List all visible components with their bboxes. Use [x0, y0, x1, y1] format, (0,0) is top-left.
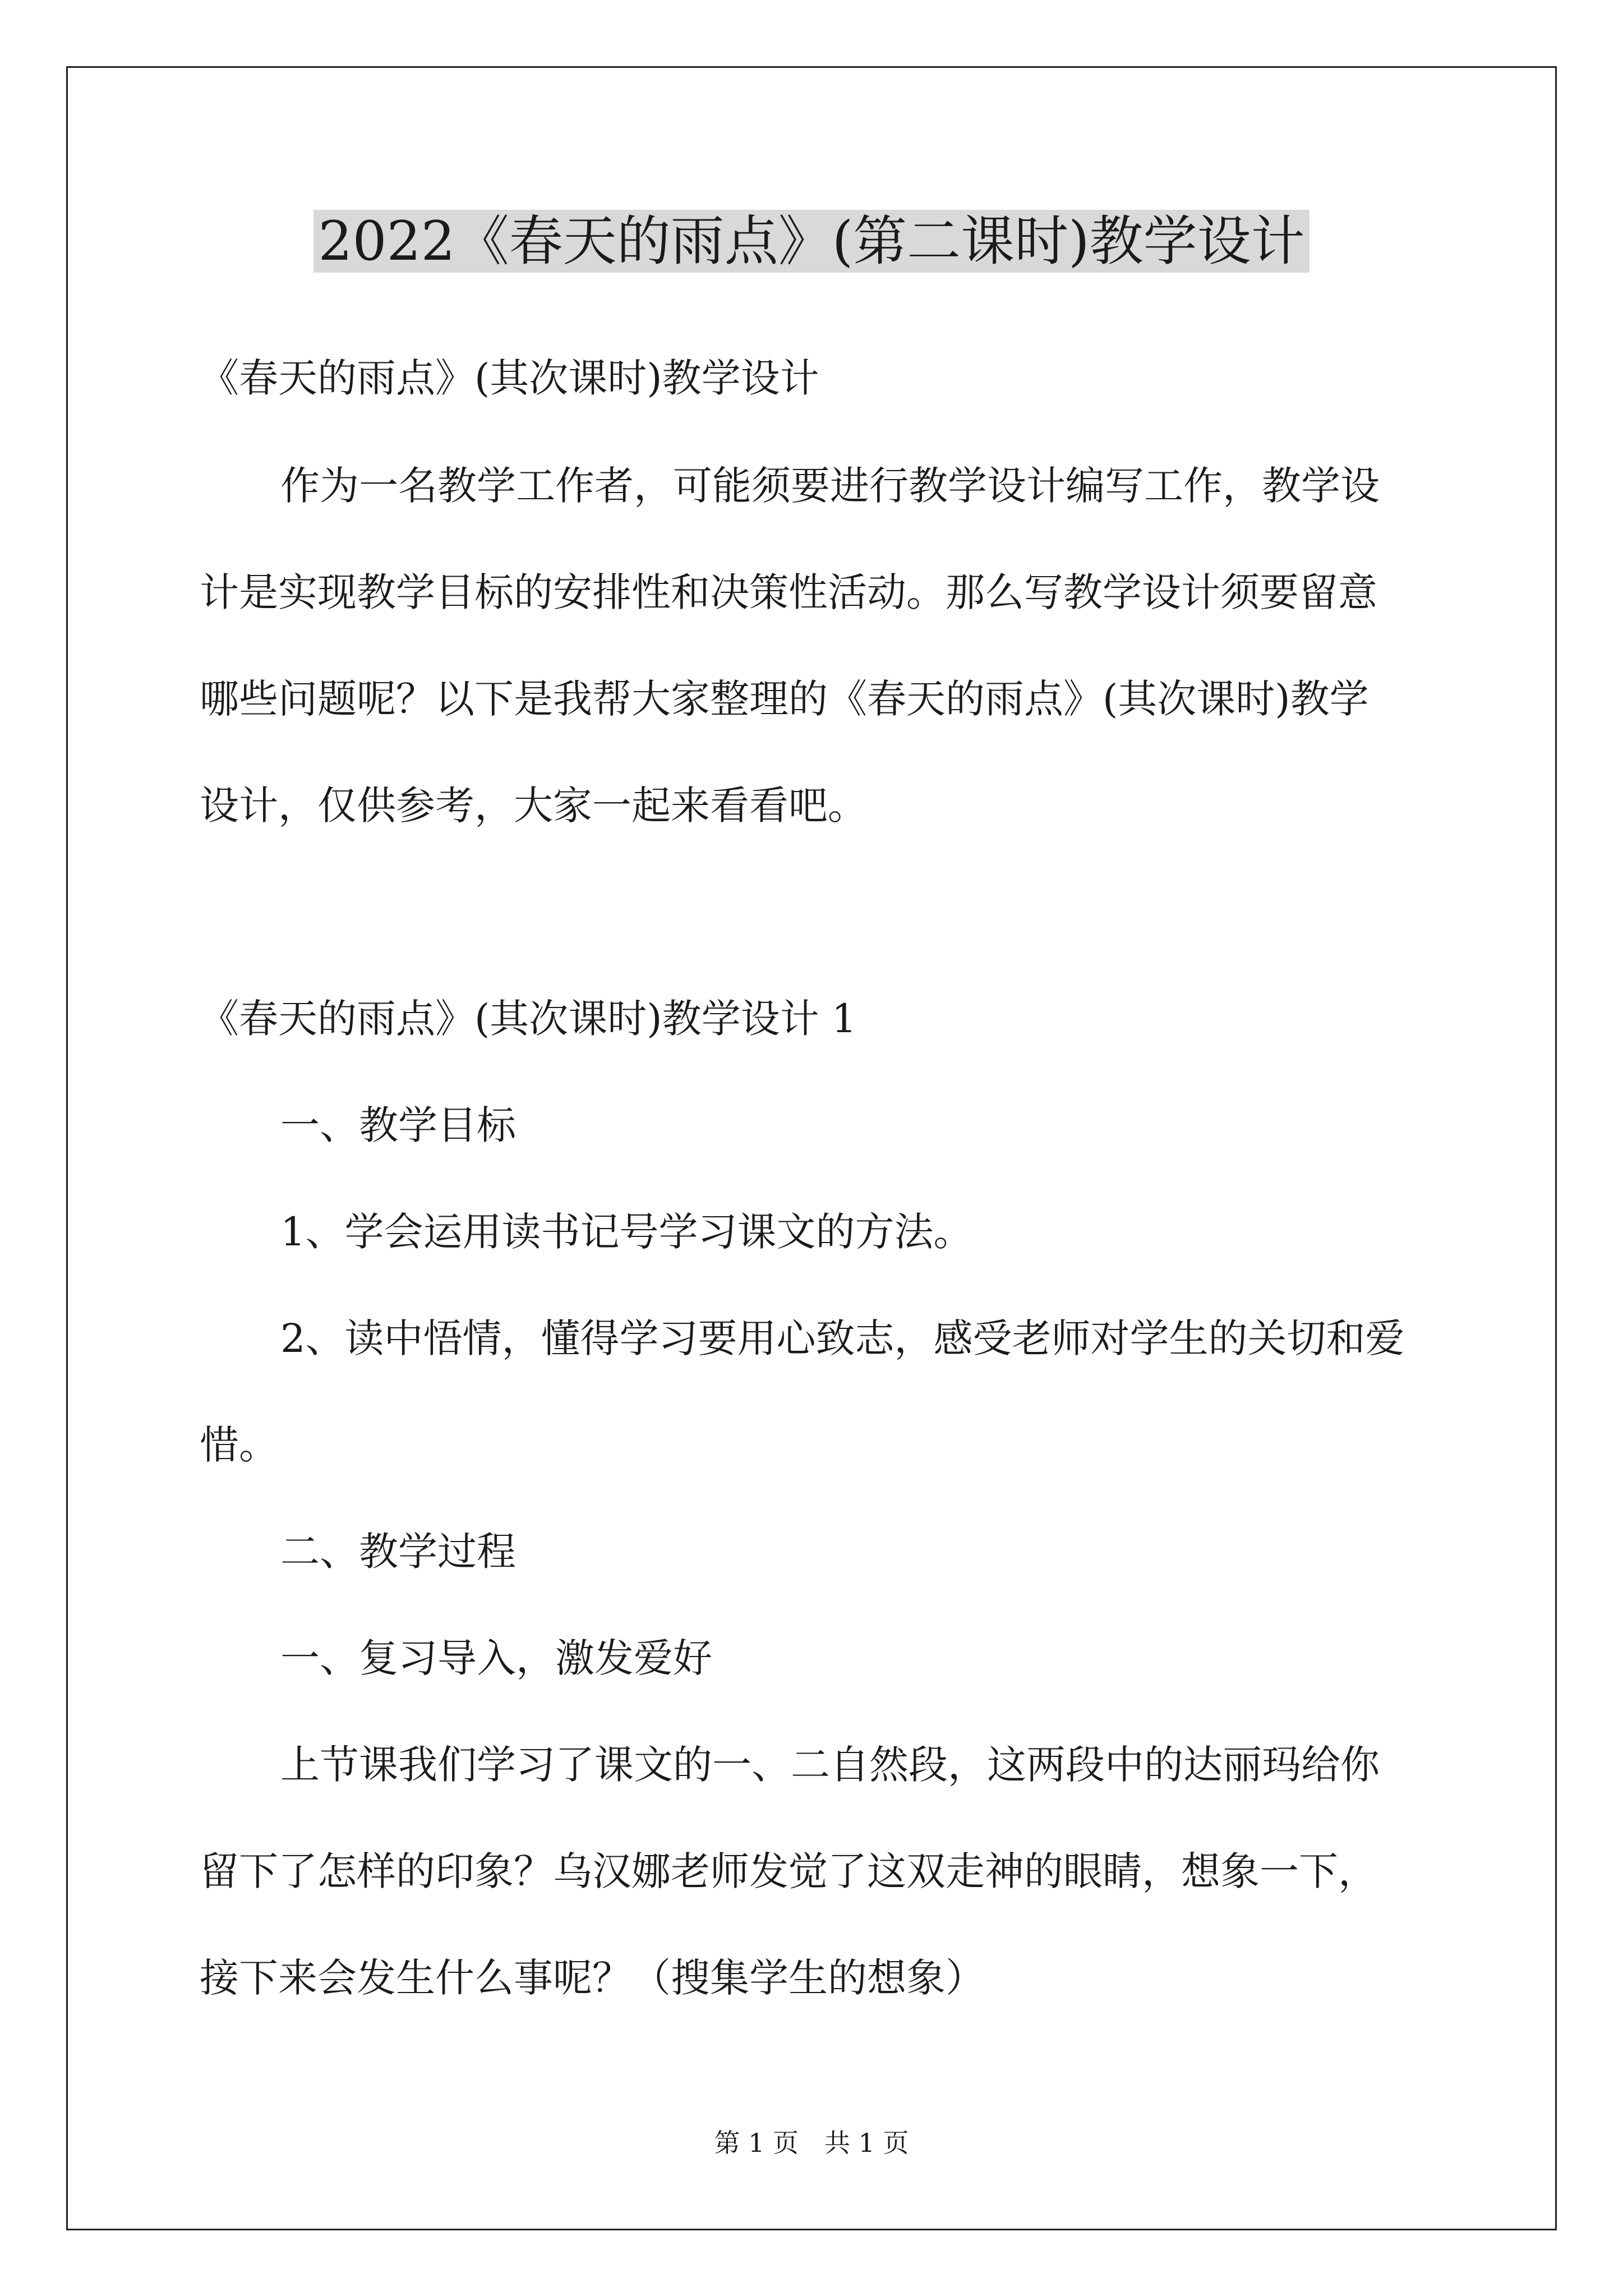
step-line-3: 接下来会发生什么事呢？（搜集学生的想象）: [200, 1955, 985, 2001]
document-title-text: 2022《春天的雨点》(第二课时)教学设计: [313, 210, 1309, 273]
document-subtitle: 《春天的雨点》(其次课时)教学设计: [200, 355, 819, 401]
step-line-1: 上节课我们学习了课文的一、二自然段，这两段中的达丽玛给你: [280, 1742, 1380, 1788]
goal-1: 1、学会运用读书记号学习课文的方法。: [280, 1209, 973, 1255]
intro-line-1: 作为一名教学工作者，可能须要进行教学设计编写工作，教学设: [280, 463, 1380, 509]
section-heading: 《春天的雨点》(其次课时)教学设计 1: [200, 996, 857, 1042]
process-heading: 二、教学过程: [280, 1529, 516, 1575]
goal-2-line-1: 2、读中悟情，懂得学习要用心致志，感受老师对学生的关切和爱: [280, 1315, 1405, 1361]
intro-line-3: 哪些问题呢？以下是我帮大家整理的《春天的雨点》(其次课时)教学: [200, 676, 1369, 722]
intro-line-4: 设计，仅供参考，大家一起来看看吧。: [200, 783, 867, 829]
document-title: [0, 199, 1623, 283]
goals-heading: 一、教学目标: [280, 1102, 516, 1148]
step-line-2: 留下了怎样的印象？乌汉娜老师发觉了这双走神的眼睛，想象一下，: [200, 1848, 1377, 1894]
intro-line-2: 计是实现教学目标的安排性和决策性活动。那么写教学设计须要留意: [200, 569, 1377, 615]
step-heading: 一、复习导入，激发爱好: [280, 1635, 712, 1681]
goal-2-line-2: 惜。: [200, 1422, 278, 1468]
page-footer: 第 1 页 共 1 页: [714, 2128, 909, 2158]
